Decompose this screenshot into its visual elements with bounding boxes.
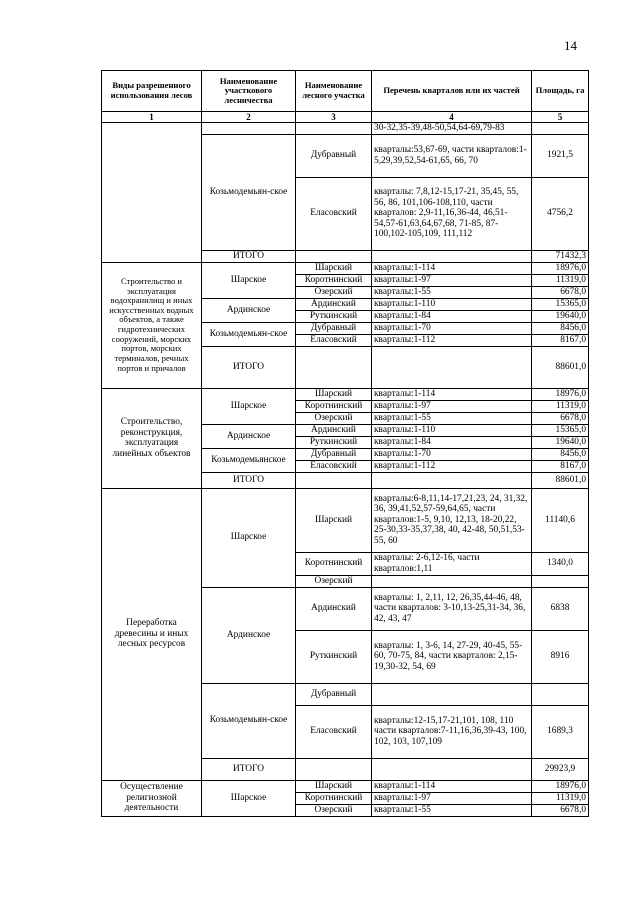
uch-cell: Ардинский — [296, 587, 372, 630]
lesn-cell: Ардинское — [202, 424, 296, 448]
lesn-cell: Ардинское — [202, 298, 296, 322]
header-kvartaly: Перечень кварталов или их частей — [372, 71, 532, 112]
uch-cell: Шарский — [296, 488, 372, 552]
uch-cell: Ардинский — [296, 424, 372, 436]
area-cell: 6678,0 — [532, 804, 589, 816]
uch-cell: Озерский — [296, 286, 372, 298]
table-row — [102, 262, 589, 274]
kvartaly-cell: кварталы:1-70 — [372, 448, 532, 460]
uch-cell: Коротнинский — [296, 792, 372, 804]
kvartaly-cell: кварталы:1-55 — [372, 804, 532, 816]
uch-cell: Дубравный — [296, 134, 372, 177]
col-number: 3 — [296, 112, 372, 123]
itogo-label: ИТОГО — [202, 472, 296, 488]
kvartaly-cell: кварталы: 1, 2,11, 12, 26,35,44-46, 48, части кварталов: 3-10,13-25,31-34, 36, 42, 43, 47 — [372, 587, 532, 630]
lesn-cell: Шарское — [202, 388, 296, 424]
area-cell: 6678,0 — [532, 286, 589, 298]
area-cell: 19640,0 — [532, 310, 589, 322]
uch-cell: Шарский — [296, 780, 372, 792]
area-cell: 4756,2 — [532, 177, 589, 250]
kvartaly-cell: кварталы:6-8,11,14-17,21,23, 24, 31,32, 36, 39,41,52,57-59,64,65, части кварталов:1-5, 9,10, 12,13, 18-20,22, 25-30,33-35,37,38, 40, 42-48, 50,51,53-55, 60 — [372, 488, 532, 552]
area-cell-empty — [532, 683, 589, 705]
itogo-area: 88601,0 — [532, 346, 589, 388]
kvartaly-cell: кварталы:53,67-69, части кварталов:1-5,29,39,52,54-61,65, 66, 70 — [372, 134, 532, 177]
kvartaly-cell: кварталы:1-70 — [372, 322, 532, 334]
area-cell: 6678,0 — [532, 412, 589, 424]
itogo-area: 71432,3 — [532, 250, 589, 262]
header-uchastok: Наименование лесного участка — [296, 71, 372, 112]
uch-cell: Коротнинский — [296, 552, 372, 575]
uch-cell: Еласовский — [296, 460, 372, 472]
uch-cell: Руткинский — [296, 630, 372, 683]
kvartaly-cell: кварталы:1-112 — [372, 334, 532, 346]
kvartaly-cell: кварталы:1-97 — [372, 400, 532, 412]
uch-cell-empty — [296, 472, 372, 488]
forest-use-table — [101, 70, 589, 817]
uch-cell-empty — [296, 250, 372, 262]
itogo-area: 88601,0 — [532, 472, 589, 488]
header-area: Площадь, га — [532, 71, 589, 112]
kvartaly-cell-empty — [372, 346, 532, 388]
kvartaly-cell: кварталы:1-110 — [372, 424, 532, 436]
area-cell: 8456,0 — [532, 448, 589, 460]
kvartaly-cell-empty — [372, 575, 532, 587]
vid-cell: Строительство, реконструкция, эксплуатация линейных объектов — [102, 388, 202, 488]
area-cell: 1340,0 — [532, 552, 589, 575]
uch-cell: Дубравный — [296, 448, 372, 460]
uch-cell: Коротнинский — [296, 400, 372, 412]
kvartaly-cell-empty — [372, 683, 532, 705]
col-number: 1 — [102, 112, 202, 123]
kvartaly-cell: кварталы:1-55 — [372, 412, 532, 424]
header-vid: Виды разрешенного использования лесов — [102, 71, 202, 112]
vid-cell-continued — [102, 123, 202, 263]
kvartaly-cell: кварталы: 7,8,12-15,17-21, 35,45, 55, 56, 86, 101,106-108,110, части кварталов: 2,9-11,16,36-44, 46,51-54,57-61,63,64,67,68, 71-85, 87-100,102-105,109, 111,112 — [372, 177, 532, 250]
area-cell: 11319,0 — [532, 274, 589, 286]
area-cell: 6838 — [532, 587, 589, 630]
lesn-cell: Козьмодемьянское — [202, 448, 296, 472]
kvartaly-cell-empty — [372, 758, 532, 780]
lesn-cell: Ардинское — [202, 587, 296, 683]
uch-cell: Шарский — [296, 262, 372, 274]
area-cell: 19640,0 — [532, 436, 589, 448]
lesn-cell: Шарское — [202, 262, 296, 298]
vid-cell: Строительство и эксплуатация водохранилищ и иных искусственных водных объектов, а также гидротехнических сооружений, морских портов, морских терминалов, речных портов и причалов — [102, 262, 202, 388]
area-cell: 1689,3 — [532, 705, 589, 758]
col-number: 4 — [372, 112, 532, 123]
kvartaly-cell: кварталы: 2-6,12-16, части кварталов:1,11 — [372, 552, 532, 575]
kvartaly-cell: кварталы:1-84 — [372, 436, 532, 448]
area-cell: 8167,0 — [532, 460, 589, 472]
kvartaly-cell: кварталы:1-110 — [372, 298, 532, 310]
kvartaly-cell: кварталы:1-97 — [372, 274, 532, 286]
uch-cell: Шарский — [296, 388, 372, 400]
area-cell: 18976,0 — [532, 262, 589, 274]
table-row — [102, 123, 589, 135]
kvartaly-cell: кварталы:1-114 — [372, 262, 532, 274]
area-cell: 15365,0 — [532, 424, 589, 436]
col-number: 2 — [202, 112, 296, 123]
lesn-cell: Шарское — [202, 780, 296, 816]
table-row — [102, 780, 589, 792]
lesn-cell: Шарское — [202, 488, 296, 587]
uch-cell: Руткинский — [296, 310, 372, 322]
kvartaly-cell: кварталы:1-112 — [372, 460, 532, 472]
kvartaly-cell-empty — [372, 472, 532, 488]
table-row — [102, 388, 589, 400]
area-cell: 8916 — [532, 630, 589, 683]
kvartaly-cell: кварталы:1-97 — [372, 792, 532, 804]
uch-cell-empty — [296, 758, 372, 780]
area-cell: 18976,0 — [532, 780, 589, 792]
lesn-cell: Козьмодемьян-ское — [202, 683, 296, 758]
kvartaly-cell: кварталы: 1, 3-6, 14, 27-29, 40-45, 55-60, 70-75, 84, части кварталов: 2,15-19,30-32, 54, 69 — [372, 630, 532, 683]
itogo-label: ИТОГО — [202, 250, 296, 262]
uch-cell-empty — [296, 346, 372, 388]
uch-cell: Коротнинский — [296, 274, 372, 286]
kvartaly-cell: кварталы:12-15,17-21,101, 108, 110 части кварталов:7-11,16,36,39-43, 100, 102, 103, 107,109 — [372, 705, 532, 758]
area-cell: 11140,6 — [532, 488, 589, 552]
table-row — [102, 488, 589, 552]
itogo-area: 29923,9 — [532, 758, 589, 780]
vid-cell: Осуществление религиозной деятельности — [102, 780, 202, 816]
area-cell: 8167,0 — [532, 334, 589, 346]
kvartaly-cell: 30-32,35-39,48-50,54,64-69,79-83 — [372, 123, 532, 135]
uch-cell: Еласовский — [296, 705, 372, 758]
kvartaly-cell: кварталы:1-55 — [372, 286, 532, 298]
uch-cell: Еласовский — [296, 334, 372, 346]
kvartaly-cell: кварталы:1-84 — [372, 310, 532, 322]
kvartaly-cell-empty — [372, 250, 532, 262]
area-cell-empty — [532, 123, 589, 135]
header-row — [102, 71, 589, 112]
uch-cell-empty — [296, 123, 372, 135]
area-cell: 8456,0 — [532, 322, 589, 334]
uch-cell: Озерский — [296, 804, 372, 816]
lesn-cell: Козьмодемьян-ское — [202, 322, 296, 346]
uch-cell: Ардинский — [296, 298, 372, 310]
area-cell: 15365,0 — [532, 298, 589, 310]
area-cell: 1921,5 — [532, 134, 589, 177]
uch-cell: Дубравный — [296, 322, 372, 334]
uch-cell: Руткинский — [296, 436, 372, 448]
header-lesnichestvo: Наименование участкового лесничества — [202, 71, 296, 112]
area-cell: 18976,0 — [532, 388, 589, 400]
page-number: 14 — [564, 38, 577, 53]
area-cell: 11319,0 — [532, 400, 589, 412]
column-numbers-row — [102, 112, 589, 123]
lesn-cell: Козьмодемьян-ское — [202, 134, 296, 250]
kvartaly-cell: кварталы:1-114 — [372, 780, 532, 792]
uch-cell: Озерский — [296, 575, 372, 587]
area-cell: 11319,0 — [532, 792, 589, 804]
lesn-cell-empty — [202, 123, 296, 135]
uch-cell: Озерский — [296, 412, 372, 424]
uch-cell: Дубравный — [296, 683, 372, 705]
col-number: 5 — [532, 112, 589, 123]
itogo-label: ИТОГО — [202, 346, 296, 388]
uch-cell: Еласовский — [296, 177, 372, 250]
kvartaly-cell: кварталы:1-114 — [372, 388, 532, 400]
area-cell-empty — [532, 575, 589, 587]
vid-cell: Переработка древесины и иных лесных ресурсов — [102, 488, 202, 780]
itogo-label: ИТОГО — [202, 758, 296, 780]
